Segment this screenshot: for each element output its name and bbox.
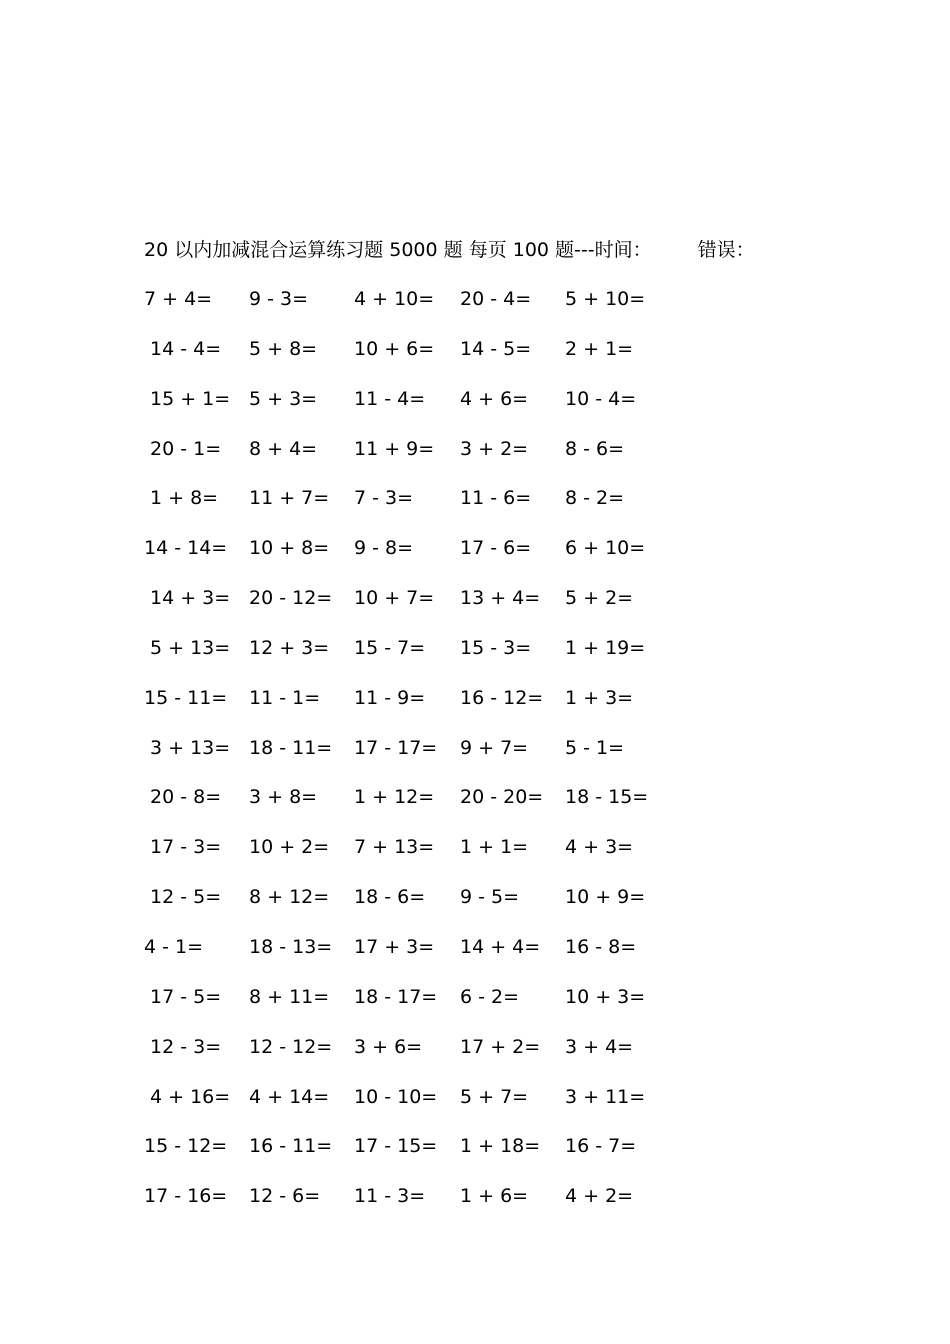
problem-item: 3 + 2= xyxy=(460,437,529,460)
problem-item: 10 + 8= xyxy=(249,537,330,560)
problem-item: 1 + 18= xyxy=(460,1135,541,1158)
problem-item: 9 - 5= xyxy=(460,886,520,909)
problem-item: 16 - 11= xyxy=(249,1135,333,1158)
problem-row xyxy=(144,483,744,533)
problem-item: 8 - 2= xyxy=(565,487,625,510)
problem-item: 8 - 6= xyxy=(565,437,625,460)
problem-item: 16 - 8= xyxy=(565,935,637,958)
problem-item: 5 + 3= xyxy=(249,387,318,410)
problem-item: 5 + 8= xyxy=(249,337,318,360)
problem-item: 20 - 12= xyxy=(249,587,333,610)
problem-item: 17 - 5= xyxy=(150,985,222,1008)
problem-row xyxy=(144,334,744,384)
problem-item: 17 - 6= xyxy=(460,537,532,560)
problem-item: 10 + 9= xyxy=(565,886,646,909)
problem-row xyxy=(144,832,744,882)
problem-item: 15 - 12= xyxy=(144,1135,228,1158)
problem-item: 10 + 7= xyxy=(354,587,435,610)
problem-item: 4 + 2= xyxy=(565,1185,634,1208)
problem-item: 2 + 1= xyxy=(565,337,634,360)
problem-item: 14 + 3= xyxy=(150,587,231,610)
problem-grid xyxy=(144,284,744,1231)
problem-item: 11 - 3= xyxy=(354,1185,426,1208)
problem-row xyxy=(144,782,744,832)
problem-item: 12 - 12= xyxy=(249,1035,333,1058)
problem-row xyxy=(144,434,744,484)
problem-item: 5 + 7= xyxy=(460,1085,529,1108)
problem-item: 18 - 11= xyxy=(249,736,333,759)
problem-item: 1 + 1= xyxy=(460,836,529,859)
problem-item: 1 + 19= xyxy=(565,636,646,659)
problem-item: 12 - 6= xyxy=(249,1185,321,1208)
problem-item: 7 + 13= xyxy=(354,836,435,859)
problem-item: 8 + 12= xyxy=(249,886,330,909)
problem-item: 3 + 8= xyxy=(249,786,318,809)
problem-item: 17 + 2= xyxy=(460,1035,541,1058)
problem-item: 3 + 13= xyxy=(150,736,231,759)
problem-item: 10 - 4= xyxy=(565,387,637,410)
problem-item: 14 - 5= xyxy=(460,337,532,360)
problem-item: 20 - 20= xyxy=(460,786,544,809)
problem-item: 4 - 1= xyxy=(144,935,204,958)
problem-item: 4 + 16= xyxy=(150,1085,231,1108)
problem-row xyxy=(144,284,744,334)
problem-row xyxy=(144,1131,744,1181)
problem-item: 11 + 7= xyxy=(249,487,330,510)
problem-item: 18 - 15= xyxy=(565,786,649,809)
problem-item: 1 + 3= xyxy=(565,686,634,709)
problem-item: 16 - 7= xyxy=(565,1135,637,1158)
problem-item: 4 + 3= xyxy=(565,836,634,859)
problem-item: 14 + 4= xyxy=(460,935,541,958)
problem-item: 11 + 9= xyxy=(354,437,435,460)
problem-item: 7 - 3= xyxy=(354,487,414,510)
problem-item: 3 + 6= xyxy=(354,1035,423,1058)
problem-item: 9 + 7= xyxy=(460,736,529,759)
problem-row xyxy=(144,1082,744,1132)
problem-item: 10 + 3= xyxy=(565,985,646,1008)
problem-row xyxy=(144,932,744,982)
problem-item: 5 + 10= xyxy=(565,288,646,310)
problem-item: 20 - 1= xyxy=(150,437,222,460)
problem-item: 1 + 8= xyxy=(150,487,219,510)
problem-item: 15 - 3= xyxy=(460,636,532,659)
problem-item: 20 - 4= xyxy=(460,288,532,310)
problem-row xyxy=(144,982,744,1032)
problem-item: 6 - 2= xyxy=(460,985,520,1008)
problem-row xyxy=(144,533,744,583)
problem-item: 12 + 3= xyxy=(249,636,330,659)
problem-item: 10 + 2= xyxy=(249,836,330,859)
problem-item: 3 + 4= xyxy=(565,1035,634,1058)
problem-item: 17 - 17= xyxy=(354,736,438,759)
problem-item: 16 - 12= xyxy=(460,686,544,709)
problem-row xyxy=(144,1181,744,1231)
problem-item: 8 + 4= xyxy=(249,437,318,460)
worksheet-title: 20 以内加减混合运算练习题 5000 题 每页 100 题---时间： xyxy=(144,239,652,261)
problem-item: 17 - 16= xyxy=(144,1185,228,1208)
problem-item: 4 + 6= xyxy=(460,387,529,410)
problem-item: 17 - 3= xyxy=(150,836,222,859)
problem-item: 5 + 13= xyxy=(150,636,231,659)
error-count-label: 错误： xyxy=(697,239,755,261)
problem-row xyxy=(144,882,744,932)
problem-item: 7 + 4= xyxy=(144,288,213,310)
problem-row xyxy=(144,683,744,733)
problem-item: 8 + 11= xyxy=(249,985,330,1008)
problem-item: 11 - 1= xyxy=(249,686,321,709)
problem-item: 20 - 8= xyxy=(150,786,222,809)
problem-item: 15 - 11= xyxy=(144,686,228,709)
problem-item: 3 + 11= xyxy=(565,1085,646,1108)
worksheet-header xyxy=(144,236,755,264)
problem-item: 5 - 1= xyxy=(565,736,625,759)
problem-item: 9 - 3= xyxy=(249,288,309,310)
problem-item: 15 - 7= xyxy=(354,636,426,659)
problem-row xyxy=(144,1032,744,1082)
problem-item: 12 - 5= xyxy=(150,886,222,909)
problem-row xyxy=(144,633,744,683)
problem-item: 10 - 10= xyxy=(354,1085,438,1108)
problem-item: 6 + 10= xyxy=(565,537,646,560)
problem-item: 18 - 13= xyxy=(249,935,333,958)
problem-row xyxy=(144,384,744,434)
problem-item: 1 + 12= xyxy=(354,786,435,809)
problem-item: 14 - 14= xyxy=(144,537,228,560)
problem-item: 17 - 15= xyxy=(354,1135,438,1158)
problem-item: 1 + 6= xyxy=(460,1185,529,1208)
problem-item: 4 + 14= xyxy=(249,1085,330,1108)
problem-item: 18 - 6= xyxy=(354,886,426,909)
problem-item: 10 + 6= xyxy=(354,337,435,360)
problem-item: 5 + 2= xyxy=(565,587,634,610)
problem-item: 17 + 3= xyxy=(354,935,435,958)
problem-item: 13 + 4= xyxy=(460,587,541,610)
problem-item: 4 + 10= xyxy=(354,288,435,310)
problem-item: 18 - 17= xyxy=(354,985,438,1008)
problem-item: 11 - 6= xyxy=(460,487,532,510)
problem-item: 12 - 3= xyxy=(150,1035,222,1058)
problem-item: 11 - 4= xyxy=(354,387,426,410)
problem-row xyxy=(144,583,744,633)
problem-item: 11 - 9= xyxy=(354,686,426,709)
problem-item: 14 - 4= xyxy=(150,337,222,360)
problem-row xyxy=(144,733,744,783)
problem-item: 15 + 1= xyxy=(150,387,231,410)
problem-item: 9 - 8= xyxy=(354,537,414,560)
